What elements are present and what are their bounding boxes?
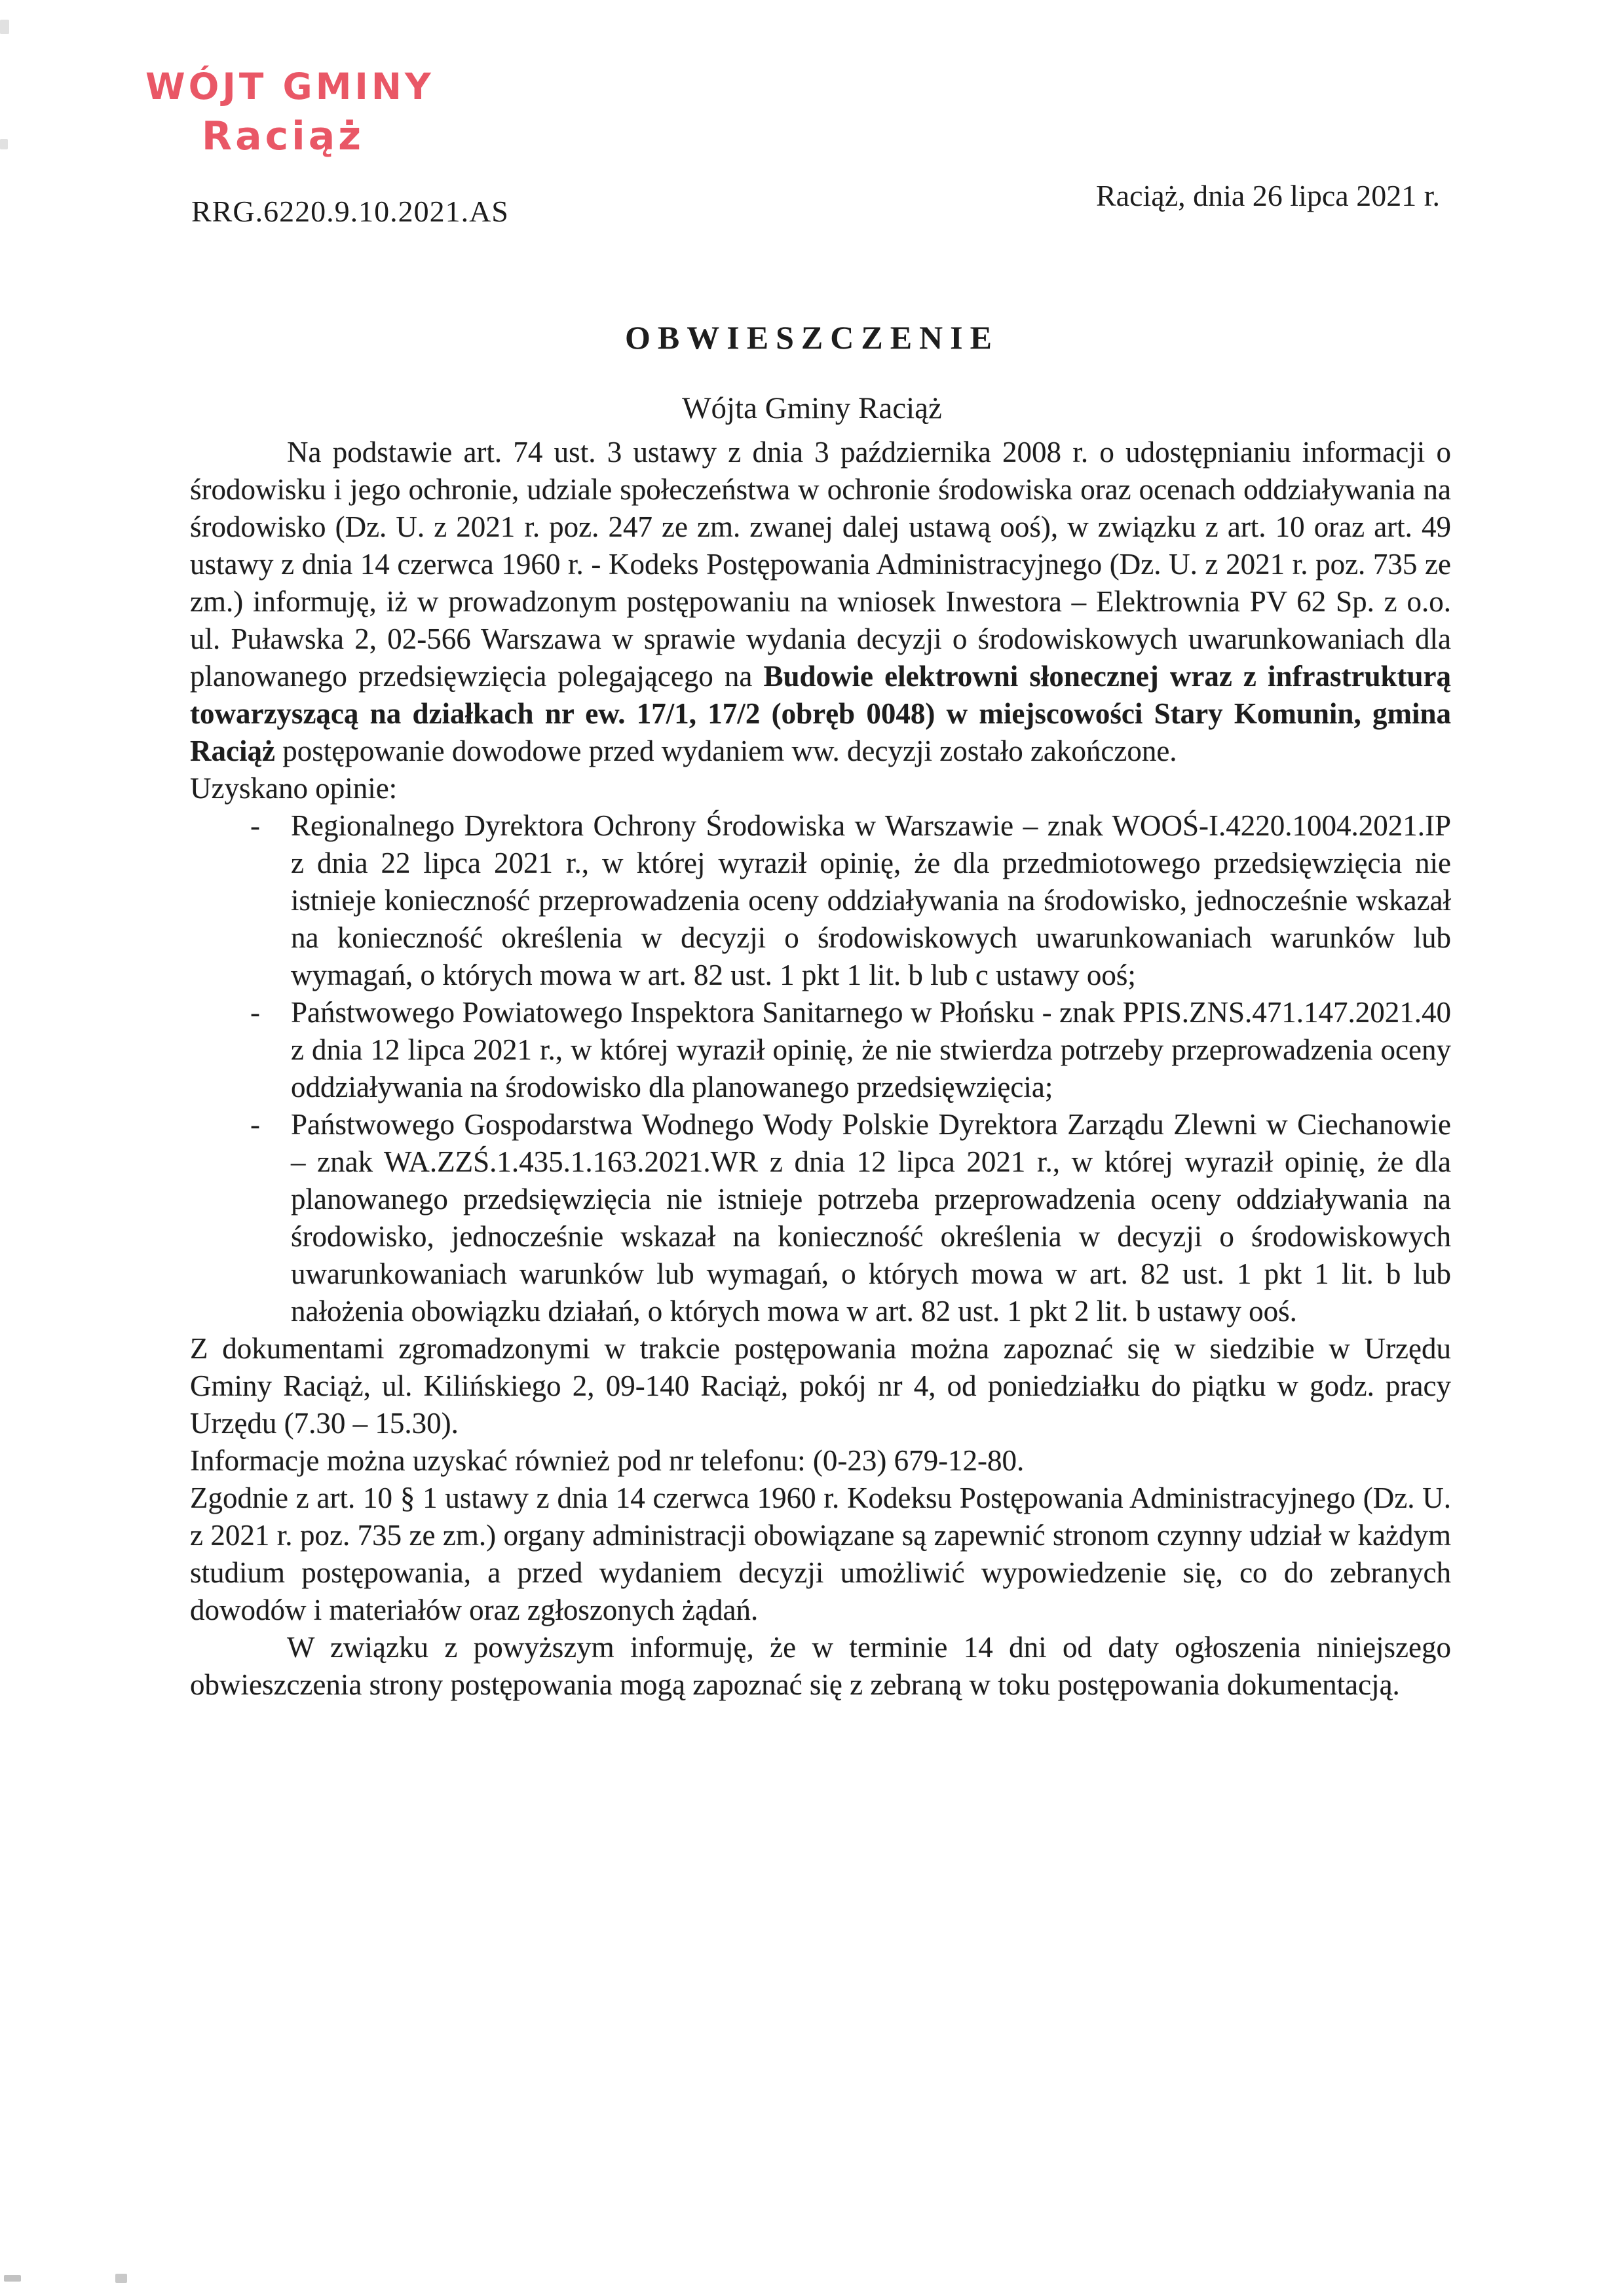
paragraph-phone-info: Informacje można uzyskać również pod nr telefonu: (0-23) 679-12-80. [190,1444,1025,1477]
project-name-bold: Budowie elektrowni słonecznej wraz z infrastrukturą towarzyszącą na działkach nr ew. 17/1, 17/2 (obręb 0048) w miejscowości Stary Komunin, gmina Raciąż [190,660,1451,767]
scan-artifact-bottom-left [4,2275,21,2282]
paragraph-final-notice: W związku z powyższym informuję, że w terminie 14 dni od daty ogłoszenia niniejszego obwieszczenia strony postępowania mogą zapoznać się z zebraną w toku postępowania dokumentacją. [190,1631,1451,1701]
document-title: OBWIESZCZENIE [625,319,999,356]
opinion-text-sanitary: Państwowego Powiatowego Inspektora Sanitarnego w Płońsku - znak PPIS.ZNS.471.147.2021.40 z dnia 12 lipca 2021 r., w której wyraził opinię, że nie stwierdza potrzeby przeprowadzenia oceny oddziaływania na środowisko dla planowanego przedsięwzięcia; [291,996,1451,1103]
scan-artifact-left-edge [0,139,8,149]
opinions-list [190,807,1451,1330]
paragraph-legal-basis [190,434,1451,770]
list-dash: - [250,996,260,1029]
document-subtitle: Wójta Gminy Raciąż [682,391,942,425]
paragraph-kpa: Zgodnie z art. 10 § 1 ustawy z dnia 14 czerwca 1960 r. Kodeksu Postępowania Administracyjnego (Dz. U. z 2021 r. poz. 735 ze zm.) organy administracji obowiązane są zapewnić stronom czynny udział w każdym studium postępowania, a przed wydaniem decyzji umożliwić wypowiedzenie się, co do zebranych dowodów i materiałów oraz zgłoszonych żądań. [190,1482,1451,1626]
mayor-stamp [145,60,434,160]
scan-artifact-bottom-left-2 [115,2274,127,2283]
reference-number: RRG.6220.9.10.2021.AS [191,195,509,228]
proceedings-closed-text: postępowanie dowodowe przed wydaniem ww. decyzji zostało zakończone. [274,735,1177,767]
opinion-item-rdos [190,807,1451,994]
opinion-item-wody-polskie [190,1106,1451,1330]
stamp-line-1: WÓJT GMINY [145,66,434,107]
paragraph-documents-access: Z dokumentami zgromadzonymi w trakcie postępowania można zapoznać się w siedzibie w Urzędu Gminy Raciąż, ul. Kilińskiego 2, 09-140 Raciąż, pokój nr 4, od poniedziałku do piątku w godz. pracy Urzędu (7.30 – 15.30). [190,1332,1451,1440]
legal-basis-text: Na podstawie art. 74 ust. 3 ustawy z dnia 3 października 2008 r. o udostępnianiu informacji o środowisku i jego ochronie, udziale społeczeństwa w ochronie środowiska oraz ocenach oddziaływania na środowisko (Dz. U. z 2021 r. poz. 247 ze zm. zwanej dalej ustawą ooś), w związku z art. 10 oraz art. 49 ustawy z dnia 14 czerwca 1960 r. - Kodeks Postępowania Administracyjnego (Dz. U. z 2021 r. poz. 735 ze zm.) informuję, iż w prowadzonym postępowaniu na wniosek Inwestora – Elektrownia PV 62 Sp. z o.o. ul. Puławska 2, 02-566 Warszawa w sprawie wydania decyzji o środowiskowych uwarunkowaniach dla planowanego przedsięwzięcia polegającego na [190,436,1451,693]
opinion-text-rdos: Regionalnego Dyrektora Ochrony Środowiska w Warszawie – znak WOOŚ-I.4220.1004.2021.IP z dnia 22 lipca 2021 r., w której wyraził opinię, że dla przedmiotowego przedsięwzięcia nie istnieje konieczność przeprowadzenia oceny oddziaływania na środowisko, jednocześnie wskazał na konieczność określenia w decyzji o środowiskowych uwarunkowaniach warunków lub wymagań, o których mowa w art. 82 ust. 1 pkt 1 lit. b lub c ustawy ooś; [291,809,1451,991]
stamp-line-2: Raciąż [201,113,365,159]
opinion-text-wody-polskie: Państwowego Gospodarstwa Wodnego Wody Polskie Dyrektora Zarządu Zlewni w Ciechanowie – znak WA.ZZŚ.1.435.1.163.2021.WR z dnia 12 lipca 2021 r., w której wyraził opinię, że dla planowanego przedsięwzięcia nie istnieje potrzeba przeprowadzenia oceny oddziaływania na środowisko, jednocześnie wskazał na konieczność określenia w decyzji o środowiskowych uwarunkowaniach warunków lub wymagań, o których mowa w art. 82 ust. 1 pkt 1 lit. b lub nałożenia obowiązku działań, o których mowa w art. 82 ust. 1 pkt 2 lit. b ustawy ooś. [291,1108,1451,1328]
opinion-item-sanitary [190,994,1451,1106]
list-dash: - [250,809,260,842]
scan-artifact-top-left [0,20,9,34]
opinions-intro: Uzyskano opinie: [190,772,398,805]
list-dash: - [250,1108,260,1141]
document-body [190,434,1451,1704]
date-line: Raciąż, dnia 26 lipca 2021 r. [1095,179,1440,212]
